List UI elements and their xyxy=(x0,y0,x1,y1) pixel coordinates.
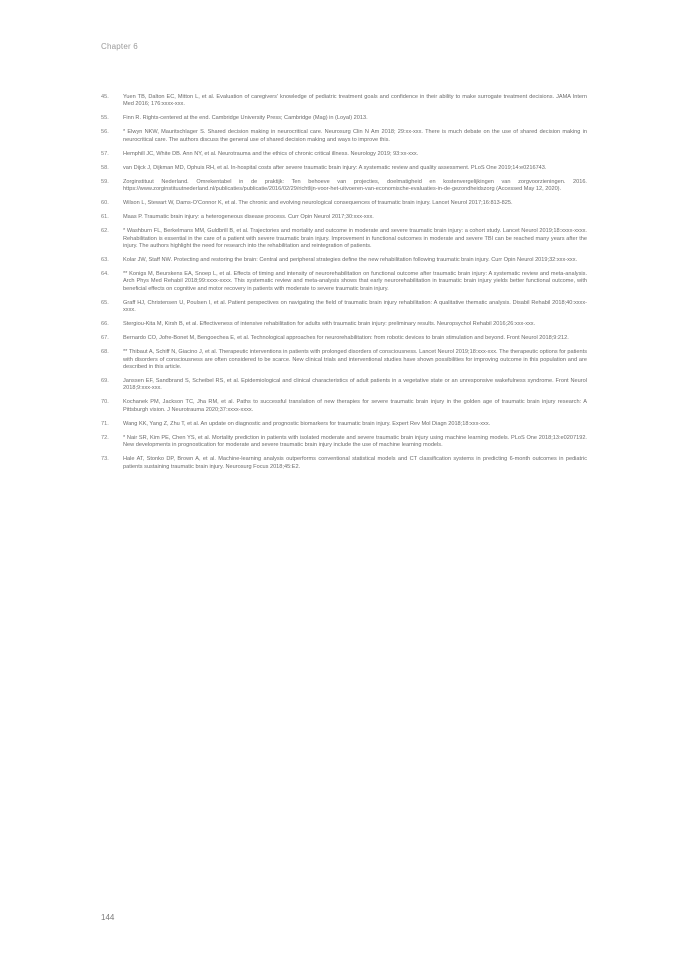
reference-number: 58. xyxy=(101,164,109,171)
reference-item xyxy=(101,257,587,264)
reference-number: 55. xyxy=(101,115,109,122)
reference-text: Zorginstituut Nederland. Omrekentabel in de praktijk: Ten behoeve van projecties, doelmatigheid en kostenvergelijkingen van zorgvoorzieningen. 2016. https://www.zorginstituutnederland.nl/publicaties/publicatie/2016/02/29/richtlijn-voor-het-uitvoeren-van-economische-evaluaties-in-de-gezondheidszorg (Accessed May 12, 2020). xyxy=(123,178,587,193)
reference-text: Hemphill JC, White DB. Ann NY, et al. Neurotrauma and the ethics of chronic critical illness. Neurology 2019; 93:xx-xxx. xyxy=(123,150,419,157)
reference-number: 64. xyxy=(101,271,109,278)
reference-number: 73. xyxy=(101,456,109,463)
reference-list xyxy=(101,94,587,478)
reference-number: 65. xyxy=(101,299,109,306)
reference-item xyxy=(101,179,587,194)
reference-text: Wang KK, Yang Z, Zhu T, et al. An update on diagnostic and prognostic biomarkers for traumatic brain injury. Expert Rev Mol Diagn 2018;18:xxx-xxx. xyxy=(123,420,491,427)
reference-number: 70. xyxy=(101,399,109,406)
reference-item xyxy=(101,378,587,393)
reference-text: Kolar JW, Staff NW. Protecting and restoring the brain: Central and peripheral strategies define the new rehabilitation following traumatic brain injury. Curr Opin Neurol 2019;32:xxx-xxx. xyxy=(123,257,578,264)
reference-number: 60. xyxy=(101,200,109,207)
reference-item xyxy=(101,115,587,122)
reference-text: * Washburn FL, Berkelmans MM, Guldbrill B, et al. Trajectories and mortality and outcome in moderate and severe traumatic brain injury: a cohort study. Lancet Neurol 2019;18:xxxx-xxxx. Rehabilitation is essential in the care of a patient with severe traumatic brain injury. Improvement in functional outcomes in moderate and severe TBI can be reached many years after the injury. The authors highlight the need for research into the rehabilitation and reintegration of patients. xyxy=(123,228,587,250)
page-number: 144 xyxy=(101,913,115,922)
reference-number: 45. xyxy=(101,94,109,100)
reference-text: Yuen TB, Dalton EC, Mitton L, et al. Evaluation of caregivers' knowledge of pediatric treatment goals and confidence in their ability to make surrogate treatment decisions. JAMA Intern Med 2016; 176:xxxx-xxx. xyxy=(123,94,587,108)
reference-item xyxy=(101,421,587,428)
reference-number: 71. xyxy=(101,420,109,427)
reference-text: Bernardo CO, Jofre-Bonet M, Bengoechea E, et al. Technological approaches for neurorehabilitation: from robotic devices to brain stimulation and beyond. Front Neurol 2018;9:212. xyxy=(123,335,569,342)
reference-item xyxy=(101,399,587,414)
reference-text: * Nair SR, Kim PE, Chen YS, et al. Mortality prediction in patients with isolated moderate and severe traumatic brain injury using machine learning models. PLoS One 2018;13:e0207192. New developments in prognostication for moderate and severe traumatic brain injury include the use of machine learning models. xyxy=(123,434,587,449)
reference-number: 69. xyxy=(101,378,109,385)
reference-number: 62. xyxy=(101,228,109,235)
reference-text: ** Thibaut A, Schiff N, Giacino J, et al. Therapeutic interventions in patients with prolonged disorders of consciousness. Lancet Neurol 2019;18:xxx-xxx. The therapeutic options for patients with disorders of consciousness are often considered to be scarce. New clinical trials and interventional studies have shown possibilities for improving outcome in this population and are described in this article. xyxy=(123,349,587,371)
reference-number: 59. xyxy=(101,178,109,185)
reference-number: 56. xyxy=(101,129,109,136)
reference-item xyxy=(101,151,587,158)
reference-text: Stergiou-Kita M, Kirsh B, et al. Effectiveness of intensive rehabilitation for adults with traumatic brain injury: preliminary results. Neuropsychol Rehabil 2016;26:xxx-xxx. xyxy=(123,321,536,328)
chapter-header: Chapter 6 xyxy=(101,42,138,51)
reference-item xyxy=(101,435,587,450)
reference-text: van Dijck J, Dijkman MD, Ophuis RH, et al. In-hospital costs after severe traumatic brain injury: A systematic review and quality assessment. PLoS One 2019;14:e0216743. xyxy=(123,164,547,171)
reference-text: Kochanek PM, Jackson TC, Jha RM, et al. Paths to successful translation of new therapies for severe traumatic brain injury in the golden age of traumatic brain injury research: A Pittsburgh vision. J Neurotrauma 2020;37:xxxx-xxxx. xyxy=(123,399,587,413)
reference-item xyxy=(101,165,587,172)
reference-item xyxy=(101,94,587,109)
reference-number: 67. xyxy=(101,335,109,342)
reference-item xyxy=(101,271,587,293)
reference-number: 61. xyxy=(101,214,109,221)
reference-item xyxy=(101,129,587,144)
reference-item xyxy=(101,228,587,250)
reference-item xyxy=(101,335,587,342)
reference-number: 63. xyxy=(101,257,109,264)
reference-item xyxy=(101,321,587,328)
reference-item xyxy=(101,349,587,371)
reference-text: Maas P. Traumatic brain injury: a heterogeneous disease process. Curr Opin Neurol 2017;30:xxx-xxx. xyxy=(123,214,374,221)
reference-text: * Elwyn NKW, Mauritschlager S. Shared decision making in neurocritical care. Neurosurg Clin N Am 2018; 29:xx-xxx. There is much debate on the use of shared decision making in neurocritical care. The authors discuss the general use of shared decision making and ways to improve this. xyxy=(123,129,587,143)
reference-number: 68. xyxy=(101,349,109,356)
reference-text: ** Konigs M, Beurskens EA, Snoep L, et al. Effects of timing and intensity of neurorehabilitation on functional outcome after traumatic brain injury: A systematic review and meta-analysis. Arch Phys Med Rehabil 2018;99:xxxx-xxxx. This systematic review and meta-analysis shows that early neurorehabilitation in traumatic brain injury yields better functional outcome, with beneficial effects on cognitive and motor recovery in patients with moderate to severe traumatic brain injury. xyxy=(123,271,587,292)
reference-text: Graff HJ, Christensen U, Poulsen I, et al. Patient perspectives on navigating the field of traumatic brain injury rehabilitation: A qualitative thematic analysis. Disabil Rehabil 2018;40:xxxx-xxxx. xyxy=(123,299,587,314)
reference-item xyxy=(101,300,587,315)
reference-text: Wilson L, Stewart W, Dams-O'Connor K, et al. The chronic and evolving neurological consequences of traumatic brain injury. Lancet Neurol 2017;16:813-825. xyxy=(123,200,513,207)
reference-item xyxy=(101,200,587,207)
reference-number: 66. xyxy=(101,321,109,328)
reference-text: Hale AT, Stonko DP, Brown A, et al. Machine-learning analysis outperforms conventional statistical models and CT classification systems in predicting 6-month outcomes in pediatric patients sustaining traumatic brain injury. Neurosurg Focus 2018;45:E2. xyxy=(123,456,587,470)
reference-text: Finn R. Rights-centered at the end. Cambridge University Press; Cambridge (Mag) in (Loyal) 2013. xyxy=(123,115,368,122)
reference-number: 72. xyxy=(101,434,109,441)
reference-text: Janssen EF, Sandbrand S, Scheibel RS, et al. Epidemiological and clinical characteristics of adult patients in a vegetative state or an unresponsive wakefulness syndrome. Front Neurol 2018;9:xxx-xxx. xyxy=(123,378,587,392)
reference-number: 57. xyxy=(101,150,109,157)
reference-item xyxy=(101,214,587,221)
reference-item xyxy=(101,456,587,471)
